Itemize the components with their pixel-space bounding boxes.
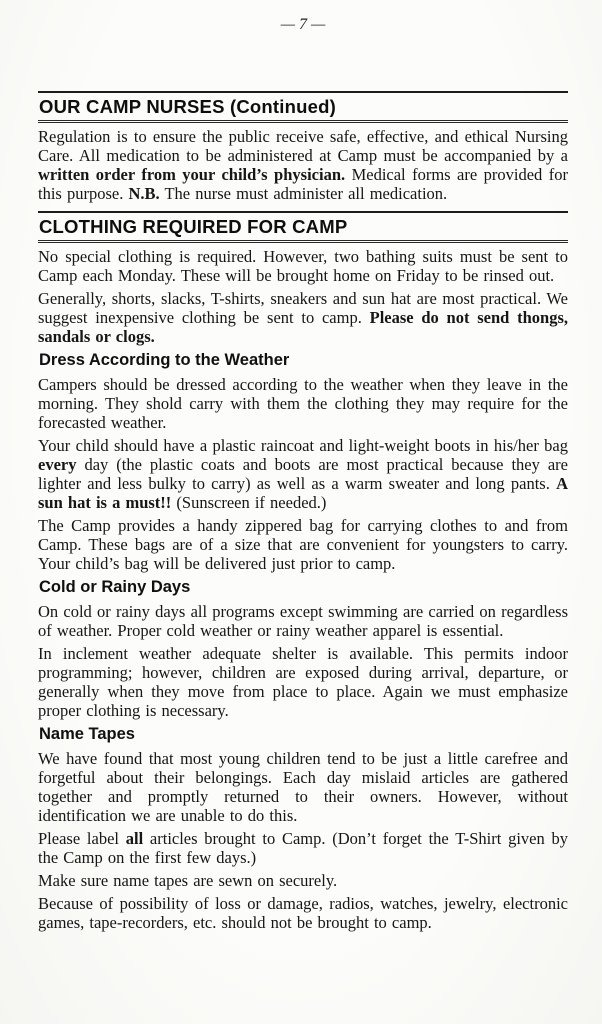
text-run: Please label <box>38 829 126 848</box>
text-run: Make sure name tapes are sewn on securely. <box>38 871 338 890</box>
document-body <box>38 91 568 932</box>
text-run: Regulation is to ensure the public receive safe, effective, and ethical Nursing Care. All medication to be administered at Camp must be accompanied by a <box>38 127 568 165</box>
text-run: Because of possibility of loss or damage, radios, watches, jewelry, electronic games, tape-recorders, etc. should not be brought to camp. <box>38 894 568 932</box>
body-paragraph <box>38 289 568 346</box>
body-paragraph <box>38 127 568 203</box>
text-run: The nurse must administer all medication. <box>159 184 448 203</box>
bold-text-run: N.B. <box>128 184 160 203</box>
section-heading: OUR CAMP NURSES (Continued) <box>38 91 568 123</box>
section-heading: CLOTHING REQUIRED FOR CAMP <box>38 211 568 243</box>
sub-heading: Cold or Rainy Days <box>39 578 191 596</box>
bold-text-run: all <box>125 829 144 848</box>
body-paragraph <box>38 375 568 432</box>
text-run: Generally, shorts, slacks, T-shirts, sneakers and sun hat are most practical. We suggest inexpensive clothing be sent to camp. <box>38 289 568 327</box>
text-run: On cold or rainy days all programs except swimming are carried on regardless of weather. Proper cold weather or rainy weather apparel is essential. <box>38 602 568 640</box>
text-run: Your child should have a plastic raincoat and light-weight boots in his/her bag <box>38 436 568 455</box>
bold-text-run: A sun hat is a must!! <box>38 474 568 512</box>
body-paragraph <box>38 436 568 512</box>
text-run: In inclement weather adequate shelter is available. This permits indoor programming; however, children are exposed during arrival, departure, or generally when they move from place to place. Again we must emphasize proper clothing is necessary. <box>38 644 568 720</box>
text-run: Campers should be dressed according to the weather when they leave in the morning. They shold carry with them the clothing they may require for the forecasted weather. <box>38 375 568 432</box>
text-run: No special clothing is required. However, two bathing suits must be sent to Camp each Monday. These will be brought home on Friday to be rinsed out. <box>38 247 568 285</box>
body-paragraph <box>38 516 568 573</box>
text-run: We have found that most young children tend to be just a little carefree and forgetful about their belongings. Each day mislaid articles are gathered together and promptly returned to their owners. However, without identification we are unable to do this. <box>38 749 568 825</box>
bold-text-run: written order from your child’s physician. <box>38 165 346 184</box>
body-paragraph <box>38 644 568 720</box>
bold-text-run: every <box>38 455 77 474</box>
sub-heading: Name Tapes <box>39 725 135 743</box>
body-paragraph <box>38 894 568 932</box>
text-run: The Camp provides a handy zippered bag for carrying clothes to and from Camp. These bags are of a size that are convenient for youngsters to carry. Your child’s bag will be delivered just prior to camp. <box>38 516 568 573</box>
page-number: — 7 — <box>280 16 326 33</box>
body-paragraph <box>38 829 568 867</box>
sub-heading: Dress According to the Weather <box>39 351 290 369</box>
text-run: (Sunscreen if needed.) <box>171 493 327 512</box>
body-paragraph <box>38 749 568 825</box>
body-paragraph <box>38 602 568 640</box>
text-run: Medical forms are provided for this purpose. <box>38 165 568 203</box>
body-paragraph <box>38 247 568 285</box>
text-run: articles brought to Camp. (Don’t forget the T-Shirt given by the Camp on the first few days.) <box>38 829 569 867</box>
bold-text-run: Please do not send thongs, sandals or clogs. <box>38 308 568 346</box>
body-paragraph <box>38 871 568 890</box>
text-run: day (the plastic coats and boots are most practical because they are lighter and less bulky to carry) as well as a warm sweater and long pants. <box>38 455 568 493</box>
